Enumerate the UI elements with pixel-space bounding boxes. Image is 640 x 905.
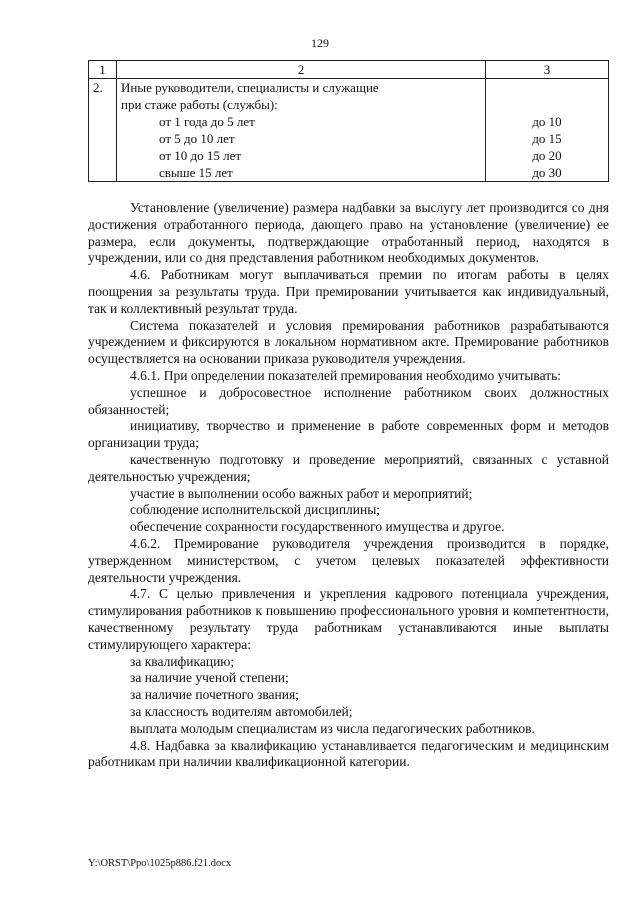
- table-header-row: [89, 61, 609, 79]
- paragraph: 4.6. Работникам могут выплачиваться премии по итогам работы в целях поощрения за результаты труда. При премировании учитывается как индивидуальный, так и коллективный результат труда.: [88, 267, 609, 316]
- paragraph: 4.6.1. При определении показателей премирования необходимо учитывать:: [130, 367, 562, 383]
- list-item: успешное и добросовестное исполнение работником своих должностных обязанностей;: [88, 384, 609, 417]
- bonus-table: [88, 60, 609, 182]
- table-row: [89, 79, 609, 182]
- document-body: [88, 200, 609, 771]
- paragraph: 4.8. Надбавка за квалификацию устанавливается педагогическим и медицинским работникам при наличии квалификационной категории.: [88, 737, 609, 770]
- paragraph: Установление (увеличение) размера надбавки за выслугу лет производится со дня достижения отработанного периода, дающего право на установление (увеличение) ее размера, если документы, подтверждающие отработанный период, находятся в учреждении, или со дня представления работником необходимых документов.: [88, 200, 609, 266]
- row-title-line: Иные руководители, специалисты и служащие: [121, 80, 379, 95]
- list-item: за классность водителям автомобилей;: [130, 703, 353, 719]
- file-path-footer: Y:\ORST\Ppo\1025p886.f21.docx: [88, 858, 232, 869]
- experience-label: от 10 до 15 лет: [159, 148, 242, 163]
- bonus-value: до 20: [532, 148, 562, 163]
- table-header-cell: 3: [486, 61, 609, 79]
- table-header-cell: 1: [89, 61, 117, 79]
- table-header-cell: 2: [117, 61, 486, 79]
- list-item: за наличие почетного звания;: [130, 687, 299, 703]
- list-item: за наличие ученой степени;: [130, 670, 289, 686]
- list-item: инициативу, творчество и применение в работе современных форм и методов организации труда;: [88, 418, 609, 451]
- list-item: выплата молодым специалистам из числа педагогических работников.: [130, 720, 535, 736]
- list-item: качественную подготовку и проведение мероприятий, связанных с уставной деятельностью учреждения;: [88, 451, 609, 484]
- list-item: обеспечение сохранности государственного имущества и другое.: [130, 519, 505, 535]
- experience-label: свыше 15 лет: [159, 165, 233, 180]
- experience-label: от 5 до 10 лет: [159, 131, 235, 146]
- bonus-value: до 15: [532, 131, 562, 146]
- page-number: 129: [311, 36, 329, 50]
- row-description: [117, 79, 486, 182]
- bonus-value: до 10: [532, 114, 562, 129]
- list-item: за квалификацию;: [130, 653, 235, 669]
- paragraph: 4.6.2. Премирование руководителя учреждения производится в порядке, утвержденном министерством, с учетом целевых показателей эффективности деятельности учреждения.: [88, 535, 609, 585]
- list-item: участие в выполнении особо важных работ и мероприятий;: [130, 485, 473, 501]
- experience-label: от 1 года до 5 лет: [159, 114, 255, 129]
- bonus-value: до 30: [532, 165, 562, 180]
- paragraph: Система показателей и условия премирования работников разрабатываются учреждением и фиксируются в локальном нормативном акте. Премирование работников осуществляется на основании приказа руководителя учреждения.: [88, 317, 609, 367]
- paragraph: 4.7. С целью привлечения и укрепления кадрового потенциала учреждения, стимулирования работников к повышению профессионального уровня и компетентности, качественному результату труда работникам устанавливаются иные выплаты стимулирующего характера:: [88, 586, 609, 652]
- row-number: 2.: [89, 79, 117, 182]
- list-item: соблюдение исполнительской дисциплины;: [130, 502, 381, 518]
- row-values: [486, 79, 609, 182]
- row-title-line: при стаже работы (службы):: [121, 97, 278, 112]
